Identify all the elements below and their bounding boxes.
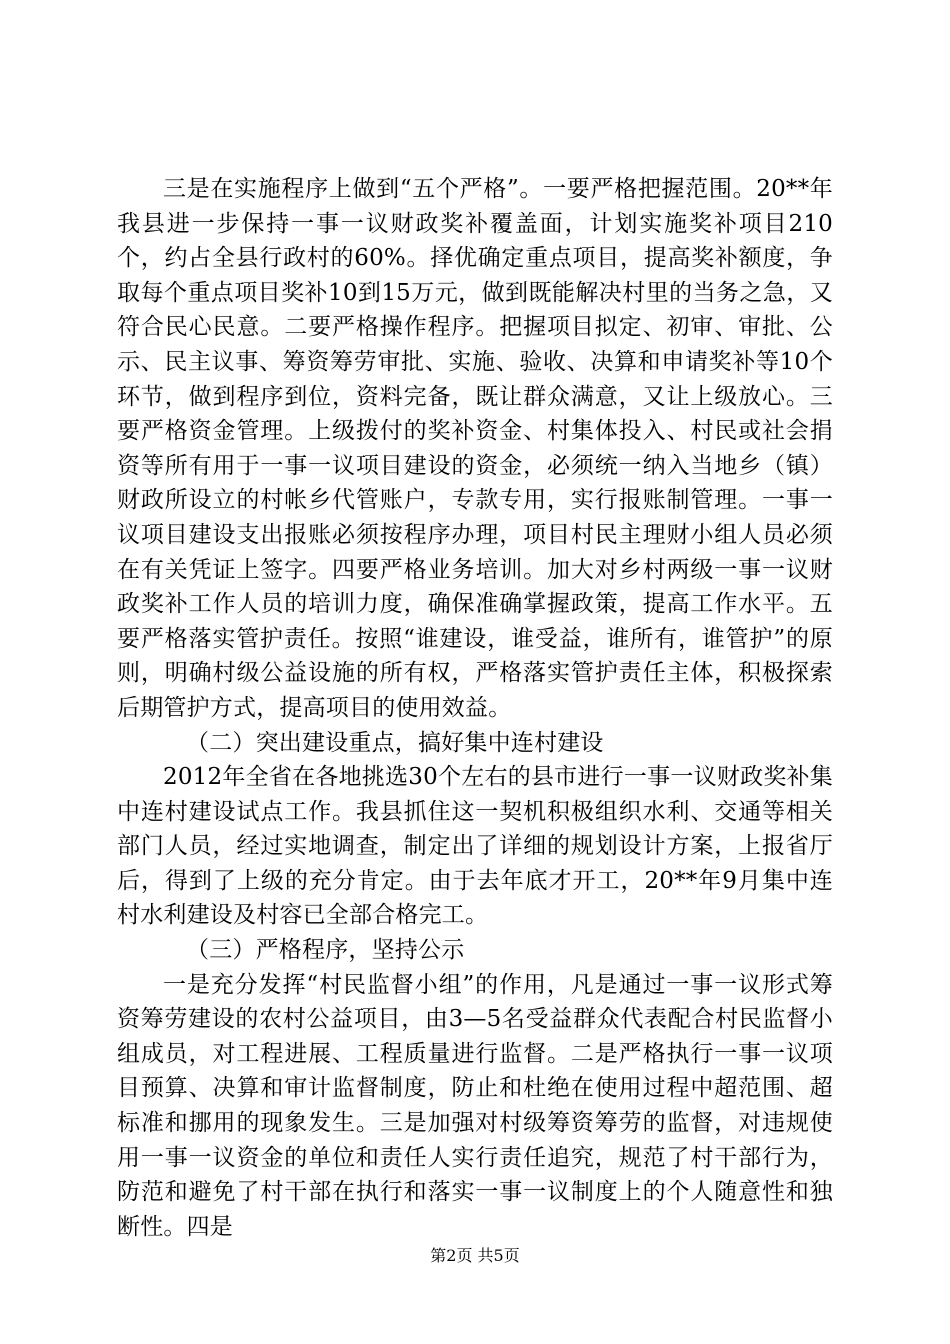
section-heading-2: （二）突出建设重点，搞好集中连村建设: [186, 729, 604, 756]
page-footer: 第2页 共5页: [430, 1246, 520, 1265]
section-heading-3: （三）严格程序，坚持公示: [186, 937, 465, 964]
paragraph-five-strict: 三是在实施程序上做到“五个严格”。一要严格把握范围。20**年我县进一步保持一事一议财政奖补覆盖面，计划实施奖补项目210个，约占全县行政村的60%。择优确定重点项目，提高奖补额度，争取每个重点项目奖补10到15万元，做到既能解决村里的当务之急，又符合民心民意。二要严格操作程序。把握项目拟定、初审、审批、公示、民主议事、筹资筹劳审批、实施、验收、决算和申请奖补等10个环节，做到程序到位，资料完备，既让群众满意，又让上级放心。三要严格资金管理。上级拨付的奖补资金、村集体投入、村民或社会捐资等所有用于一事一议项目建设的资金，必须统一纳入当地乡（镇）财政所设立的村帐乡代管账户，专款专用，实行报账制管理。一事一议项目建设支出报账必须按程序办理，项目村民主理财小组人员必须在有关凭证上签字。四要严格业务培训。加大对乡村两级一事一议财政奖补工作人员的培训力度，确保准确掌握政策，提高工作水平。五要严格落实管护责任。按照“谁建设，谁受益，谁所有，谁管护”的原则，明确村级公益设施的所有权，严格落实管护责任主体，积极探索后期管护方式，提高项目的使用效益。: [117, 176, 833, 721]
paragraph-supervision: 一是充分发挥“村民监督小组”的作用，凡是通过一事一议形式筹资筹劳建设的农村公益项目，由3—5名受益群众代表配合村民监督小组成员，对工程进展、工程质量进行监督。二是严格执行一事一议项目预算、决算和审计监督制度，防止和杜绝在使用过程中超范围、超标准和挪用的现象发生。三是加强对村级筹资筹劳的监督，对违规使用一事一议资金的单位和责任人实行责任追究，规范了村干部行为，防范和避免了村干部在执行和落实一事一议制度上的个人随意性和独断性。四是: [117, 971, 833, 1240]
paragraph-connected-villages: 2012年全省在各地挑选30个左右的县市进行一事一议财政奖补集中连村建设试点工作。我县抓住这一契机积极组织水利、交通等相关部门人员，经过实地调查，制定出了详细的规划设计方案，上报省厅后，得到了上级的充分肯定。由于去年底才开工，20**年9月集中连村水利建设及村容已全部合格完工。: [117, 764, 833, 929]
document-body: [117, 172, 833, 1244]
